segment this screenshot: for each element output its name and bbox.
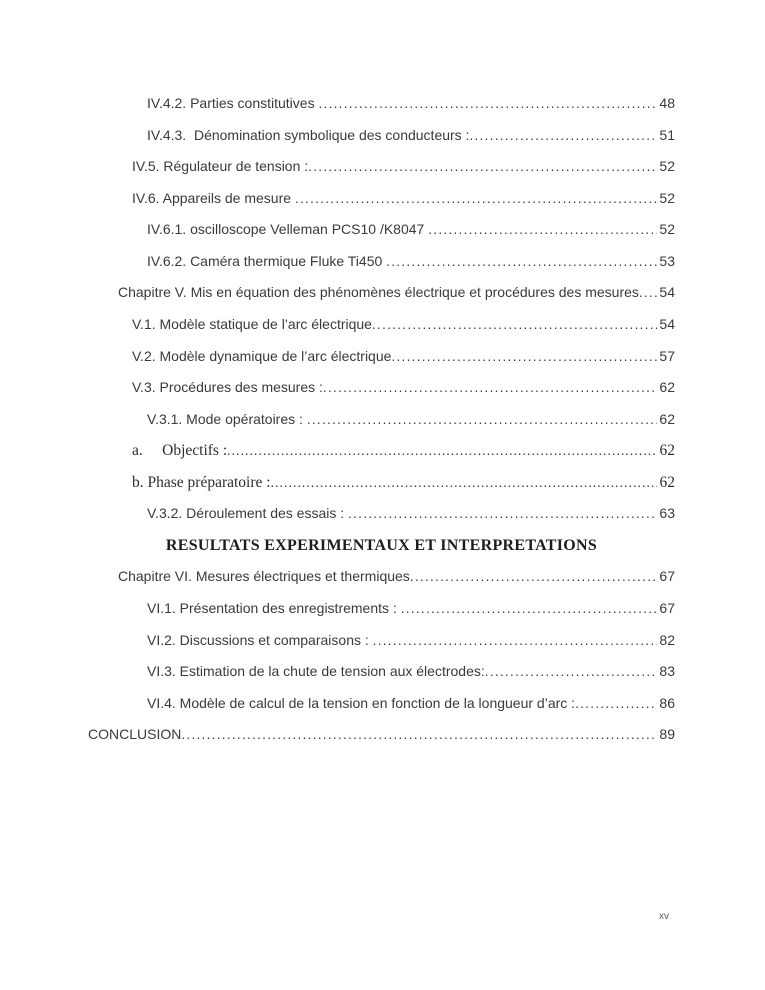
toc-entry-label: IV.6.1. oscilloscope Velleman PCS10 /K8047 [147,221,429,238]
toc-entry [88,625,675,657]
toc-entry-page: 52 [659,189,675,206]
toc-entry-label: V.2. Modèle dynamique de l’arc électrique [132,347,392,364]
dot-leader [639,277,657,309]
dot-leader [485,656,657,688]
toc-entry [88,561,675,593]
toc-entry [88,341,675,373]
toc-entry [88,151,675,183]
toc-entry [88,277,675,309]
toc-entry-page: 63 [659,505,675,522]
toc-entry-page: 52 [659,158,675,175]
toc-entry-label: a. Objectifs : [132,442,228,460]
toc-entry [88,120,675,152]
dot-leader [575,688,657,720]
toc-entry-label: IV.6.2. Caméra thermique Fluke Ti450 [147,252,387,269]
toc-entry [88,372,675,404]
toc-entry-label: b. Phase préparatoire : [132,473,271,491]
toc-entry-label: IV.4.2. Parties constitutives [147,95,319,111]
toc-entry [88,719,675,751]
toc-entry-label: VI.3. Estimation de la chute de tension aux électrodes: [147,663,485,680]
toc-entry-page: 86 [659,694,675,711]
toc-entry-label: IV.5. Régulateur de tension : [132,158,309,175]
dot-leader [271,467,657,499]
toc-entry-page: 52 [659,221,675,238]
toc-entry-page: 82 [659,631,675,648]
toc-entry-label: Chapitre V. Mis en équation des phénomènes électrique et procédures des mesures [118,284,639,301]
dot-leader [308,151,657,183]
dot-leader [401,593,657,625]
toc-entry [88,309,675,341]
dot-leader [391,341,657,373]
toc-entry [88,214,675,246]
dot-leader [348,498,657,530]
dot-leader [428,214,657,246]
dot-leader [227,435,657,467]
dot-leader [469,120,657,152]
dot-leader [295,183,657,215]
dot-leader [318,88,657,120]
toc-entry-page: 67 [659,600,675,616]
dot-leader [373,625,657,657]
dot-leader [323,372,657,404]
toc-entry [88,88,675,120]
toc-entry-page: 54 [659,315,675,332]
toc-entry-page: 62 [659,473,675,491]
toc-entry [88,435,675,467]
toc-entry-label: V.3.1. Mode opératoires : [147,410,307,427]
dot-leader [410,561,657,593]
toc-entry [88,498,675,530]
toc-entry [88,656,675,688]
toc-entry-page: 89 [659,726,675,743]
toc-entry-label: V.1. Modèle statique de l’arc électrique [132,315,372,332]
toc-entry [88,593,675,625]
toc-entry-label: IV.6. Appareils de mesure [132,189,295,206]
toc-entry [88,404,675,436]
toc-entry-page: 62 [659,410,675,427]
toc-entry-label: IV.4.3. Dénomination symbolique des conducteurs : [147,126,470,143]
toc-entry-page: 48 [659,95,675,111]
page-number: xv [659,911,669,922]
toc-entry-label: V.3.2. Déroulement des essais : [147,505,349,522]
dot-leader [372,309,657,341]
toc-entry-page: 62 [659,379,675,396]
toc-entry-label: VI.4. Modèle de calcul de la tension en fonction de la longueur d’arc : [147,694,576,711]
toc-entry-label: CONCLUSION [88,726,182,743]
toc-entry-page: 51 [659,126,675,143]
dot-leader [307,404,657,436]
toc-entry [88,688,675,720]
toc-entry [88,246,675,278]
toc-entry-label: V.3. Procédures des mesures : [132,379,323,396]
toc-entry-page: 83 [659,663,675,680]
toc-entry-label: Chapitre VI. Mesures électriques et thermiques [118,568,410,585]
table-of-contents [88,88,675,751]
toc-entry-page: 62 [659,442,675,460]
toc-entry [88,467,675,499]
toc-section-heading: RESULTATS EXPERIMENTAUX ET INTERPRETATIONS [165,536,598,554]
toc-entry-label: VI.1. Présentation des enregistrements : [147,600,401,616]
toc-entry-label: VI.2. Discussions et comparaisons : [147,631,373,648]
dot-leader [386,246,657,278]
dot-leader [181,719,657,751]
toc-entry-page: 53 [659,252,675,269]
toc-entry-page: 54 [659,284,675,301]
toc-entry-page: 67 [659,568,675,585]
toc-entry-page: 57 [659,347,675,364]
toc-entry [88,183,675,215]
